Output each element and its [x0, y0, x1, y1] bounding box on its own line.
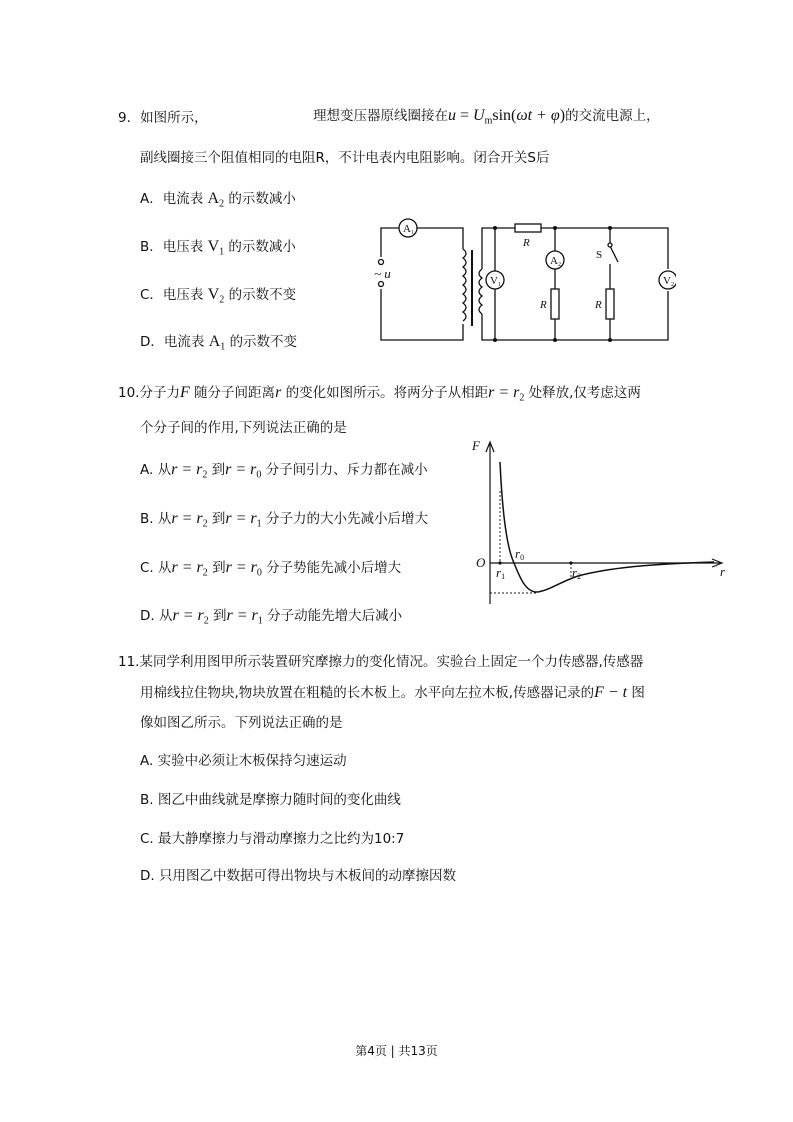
force-curve [500, 462, 714, 592]
q9-option-c[interactable]: C．电压表 $V_2$ 的示数不变 [140, 286, 297, 306]
svg-text:r1: r1 [496, 565, 506, 581]
q10-option-b[interactable]: B. 从$r = r_2$ 到$r = r_1$ 分子力的大小先减小后增大 [140, 510, 428, 530]
secondary-coil [479, 269, 482, 314]
svg-text:V2: V2 [663, 275, 674, 288]
q11-option-a[interactable]: A. 实验中必须让木板保持匀速运动 [140, 753, 347, 769]
q10-option-d[interactable]: D. 从$r = r_2$ 到$r = r_1$ 分子动能先增大后减小 [140, 607, 403, 627]
q11-line3: 像如图乙所示。下列说法正确的是 [140, 715, 343, 731]
svg-text:A2: A2 [550, 255, 561, 268]
molecular-force-graph [468, 436, 733, 608]
svg-text:~ u: ~ u [374, 266, 391, 281]
q9-option-a[interactable]: A．电流表 $A_2$ 的示数减小 [140, 190, 296, 210]
terminal-icon [379, 260, 384, 265]
svg-text:S: S [596, 249, 603, 261]
q11-line2: 用棉线拉住物块,物块放置在粗糙的长木板上。水平向左拉木板,传感器记录的F − t 图 [140, 684, 645, 701]
svg-text:R: R [523, 237, 530, 249]
svg-text:V1: V1 [490, 275, 501, 288]
svg-text:R: R [595, 299, 602, 311]
q9-option-d[interactable]: D．电流表 $A_1$ 的示数不变 [140, 333, 298, 353]
q9-line1: 9．如图所示， [118, 110, 208, 126]
q10-line1: 10.分子力F 随分子间距离r 的变化如图所示。将两分子从相距$r = r_2$ 处释放,仅考虑这两 [118, 384, 641, 404]
q11-line1: 11.某同学利用图甲所示装置研究摩擦力的变化情况。实验台上固定一个力传感器,传感器 [118, 654, 644, 670]
transformer-circuit-figure [372, 214, 676, 344]
resistor-top [515, 224, 541, 232]
svg-text:r0: r0 [515, 546, 525, 562]
q9-option-b[interactable]: B．电压表 $V_1$ 的示数减小 [140, 238, 296, 258]
q11-option-c[interactable]: C. 最大静摩擦力与滑动摩擦力之比约为10:7 [140, 831, 405, 847]
q11-option-d[interactable]: D. 只用图乙中数据可得出物块与木板间的动摩擦因数 [140, 868, 456, 884]
svg-text:r: r [720, 564, 726, 579]
resistor-switch-branch [606, 289, 614, 319]
svg-text:O: O [476, 555, 486, 570]
q10-option-c[interactable]: C. 从$r = r_2$ 到$r = r_0$ 分子势能先减小后增大 [140, 559, 402, 579]
q11-option-b[interactable]: B. 图乙中曲线就是摩擦力随时间的变化曲线 [140, 792, 401, 808]
svg-text:r2: r2 [572, 565, 582, 581]
page-footer: 第4页 | 共13页 [355, 1044, 438, 1058]
f-axis [486, 442, 494, 604]
q10-line2: 个分子间的作用,下列说法正确的是 [140, 420, 347, 436]
primary-coil [463, 249, 466, 321]
svg-text:A1: A1 [403, 223, 414, 236]
q10-option-a[interactable]: A. 从$r = r_2$ 到$r = r_0$ 分子间引力、斥力都在减小 [140, 461, 428, 481]
svg-text:R: R [540, 299, 547, 311]
q9-line2: 副线圈接三个阻值相同的电阻R，不计电表内电阻影响。闭合开关S后 [140, 150, 550, 166]
q9-line1b: 理想变压器原线圈接在$u = U_m\sin(\omega t + \varphi)$的交流电源上， [313, 107, 660, 127]
svg-text:F: F [472, 438, 480, 453]
resistor-a2-branch [551, 289, 559, 319]
